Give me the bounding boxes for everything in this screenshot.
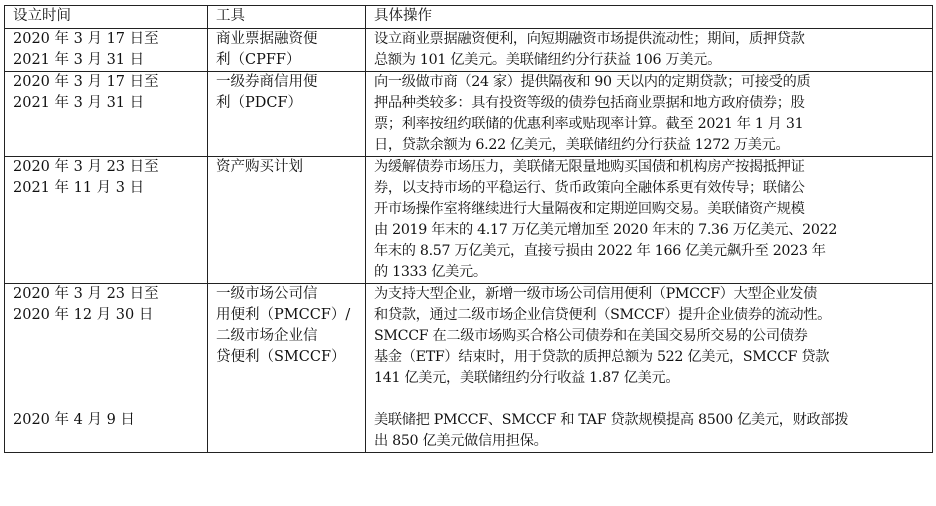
table-row [5,284,933,453]
date-line: 2020 年 3 月 17 日至 [13,31,159,47]
row-operation [366,29,933,72]
row-tool [208,157,366,284]
row-operation [366,284,933,453]
row-date [5,29,208,72]
date-line: 2020 年 12 月 30 日 [13,307,154,323]
operation-line: 押品种类较多：具有投资等级的债券包括商业票据和地方政府债券；股 [374,95,805,111]
tool-line: 二级市场企业信 [216,328,318,344]
operation-line: SMCCF 在二级市场购买合格公司债券和在美国交易所交易的公司债券 [374,328,808,344]
date-line: 2020 年 3 月 23 日至 [13,286,159,302]
operation-line: 141 亿美元，美联储纽约分行收益 1.87 亿美元。 [374,370,680,386]
date-later-line: 2020 年 4 月 9 日 [13,412,135,428]
date-line: 2021 年 3 月 31 日 [13,95,145,111]
row-tool [208,72,366,157]
header-date: 设立时间 [5,6,208,29]
tool-line: 资产购买计划 [216,159,303,175]
row-tool [208,284,366,453]
row-operation [366,72,933,157]
operation-line: 开市场操作室将继续进行大量隔夜和定期逆回购交易。美联储资产规模 [374,201,805,217]
operation-line: 和贷款，通过二级市场企业信贷便利（SMCCF）提升企业债券的流动性。 [374,307,832,323]
spacer [13,347,204,368]
tool-line: 一级市场公司信 [216,286,318,302]
table-header-row [5,6,933,29]
spacer [374,389,929,410]
operation-line: 票；利率按纽约联储的优惠利率或贴现率计算。截至 2021 年 1 月 31 [374,116,804,132]
row-date [5,72,208,157]
operation-line: 向一级做市商（24 家）提供隔夜和 90 天以内的定期贷款；可接受的质 [374,74,811,90]
operation-later-line: 出 850 亿美元做信用担保。 [374,433,548,449]
header-tool: 工具 [208,6,366,29]
date-line: 2021 年 11 月 3 日 [13,180,145,196]
spacer [13,326,204,347]
operation-line: 基金（ETF）结束时，用于贷款的质押总额为 522 亿美元，SMCCF 贷款 [374,349,830,365]
operation-line: 的 1333 亿美元。 [374,264,487,280]
tool-line: 商业票据融资便 [216,31,318,47]
operation-line: 为缓解债券市场压力，美联储无限量地购买国债和机构房产按揭抵押证 [374,159,805,175]
tool-line: 利（CPFF） [216,52,301,68]
policy-tools-table [4,5,933,453]
table-row [5,72,933,157]
operation-line: 由 2019 年末的 4.17 万亿美元增加至 2020 年末的 7.36 万亿美元、2022 [374,222,838,238]
spacer [13,368,204,389]
operation-line: 年末的 8.57 万亿美元，直接亏损由 2022 年 166 亿美元飙升至 2023 年 [374,243,826,259]
date-line: 2020 年 3 月 23 日至 [13,159,159,175]
operation-line: 总额为 101 亿美元。美联储纽约分行获益 106 万美元。 [374,52,721,68]
row-tool [208,29,366,72]
row-date [5,284,208,453]
date-line: 2021 年 3 月 31 日 [13,52,145,68]
date-line: 2020 年 3 月 17 日至 [13,74,159,90]
header-operation: 具体操作 [366,6,933,29]
table-row [5,29,933,72]
tool-line: 用便利（PMCCF）/ [216,307,351,323]
tool-line: 一级券商信用便 [216,74,318,90]
operation-later-line: 美联储把 PMCCF、SMCCF 和 TAF 贷款规模提高 8500 亿美元，财政部拨 [374,412,849,428]
row-operation [366,157,933,284]
row-date [5,157,208,284]
operation-line: 为支持大型企业，新增一级市场公司信用便利（PMCCF）大型企业发债 [374,286,817,302]
operation-line: 设立商业票据融资便利，向短期融资市场提供流动性；期间，质押贷款 [374,31,805,47]
tool-line: 贷便利（SMCCF） [216,349,346,365]
table-row [5,157,933,284]
operation-line: 日，贷款余额为 6.22 亿美元，美联储纽约分行获益 1272 万美元。 [374,137,790,153]
tool-line: 利（PDCF） [216,95,303,111]
operation-line: 券，以支持市场的平稳运行、货币政策向全融体系更有效传导；联储公 [374,180,805,196]
spacer [13,389,204,410]
